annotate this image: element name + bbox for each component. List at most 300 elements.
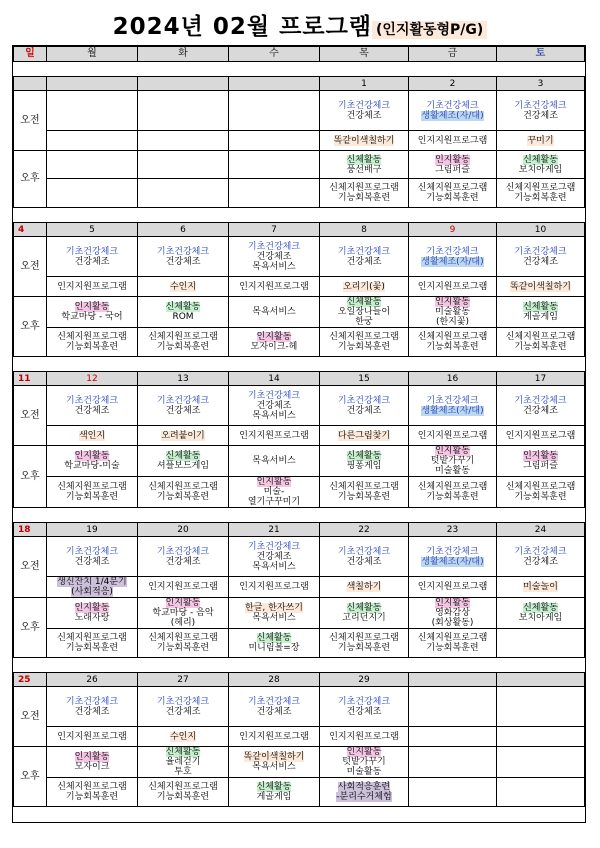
activity-highlight: 신체활동 <box>523 154 558 165</box>
activity-line: 노래자랑 <box>74 613 110 623</box>
date-number: 23 <box>409 523 497 537</box>
schedule-cell <box>138 537 229 577</box>
activity-highlight: 생활체조(자/대) <box>421 556 484 567</box>
spacer-cell <box>14 62 585 77</box>
schedule-cell <box>138 727 229 747</box>
date-row <box>14 77 585 91</box>
activity-line: 모자이크 <box>74 762 110 772</box>
schedule-cell <box>409 426 497 446</box>
schedule-cell <box>47 446 138 477</box>
schedule-cell <box>497 687 585 727</box>
activity-line: 기능회복훈련 <box>337 342 391 352</box>
activity-highlight: 신체활동 <box>165 451 201 461</box>
date-number: 2 <box>409 77 497 91</box>
activity-line: 인지지원프로그램 <box>239 582 309 592</box>
schedule-cell <box>138 426 229 446</box>
schedule-cell <box>409 237 497 277</box>
schedule-cell <box>497 131 585 151</box>
activity-line: 미술- <box>263 487 285 497</box>
schedule-cell <box>47 778 138 807</box>
activity-line <box>138 697 228 707</box>
activity-highlight: 생신잔치 1/4분기 <box>57 577 127 587</box>
schedule-cell <box>320 477 409 508</box>
activity-highlight: 신체활동 <box>165 747 201 757</box>
schedule-cell <box>409 577 497 598</box>
activity-line: 게골게임 <box>256 792 292 802</box>
activity-line <box>229 242 319 252</box>
activity-line <box>47 302 137 312</box>
activity-line <box>497 547 584 557</box>
schedule-cell <box>497 91 585 131</box>
activity-line <box>409 247 496 257</box>
schedule-cell <box>320 537 409 577</box>
schedule-cell <box>47 537 138 577</box>
date-number: 6 <box>138 223 229 237</box>
activity-line <box>320 782 408 792</box>
schedule-cell <box>409 537 497 577</box>
date-number: 17 <box>497 372 585 386</box>
activity-line: 신체지원프로그램 <box>329 482 399 492</box>
schedule-cell <box>497 297 585 328</box>
activity-line <box>320 247 408 257</box>
date-number <box>409 673 497 687</box>
schedule-cell <box>497 727 585 747</box>
activity-line <box>320 603 408 613</box>
activity-line <box>409 297 496 307</box>
date-number: 20 <box>138 523 229 537</box>
activity-line: 기능회복훈련 <box>65 342 119 352</box>
activity-line: 건강체조 <box>165 556 201 567</box>
activity-line: 인지지원프로그램 <box>239 281 309 292</box>
activity-highlight: 미술놀이 <box>523 582 558 592</box>
schedule-cell <box>229 629 320 658</box>
date-number: 24 <box>497 523 585 537</box>
activity-line <box>229 542 319 552</box>
activity-line: 기능회복훈련 <box>426 342 479 352</box>
schedule-cell <box>497 778 585 807</box>
schedule-cell <box>320 629 409 658</box>
activity-line <box>320 136 408 146</box>
activity-line: 신체지원프로그램 <box>417 332 488 342</box>
schedule-cell <box>47 179 138 208</box>
activity-line <box>320 451 408 461</box>
activity-line: 신체지원프로그램 <box>505 332 576 342</box>
schedule-cell <box>409 778 497 807</box>
schedule-cell <box>47 328 138 357</box>
date-number: 27 <box>138 673 229 687</box>
activity-line: 신체지원프로그램 <box>57 332 127 342</box>
date-number: 13 <box>138 372 229 386</box>
schedule-cell <box>409 277 497 297</box>
period-label-am: 오전 <box>14 386 47 446</box>
schedule-row-am1 <box>14 687 585 727</box>
activity-line: 기능회복훈련 <box>514 492 567 502</box>
schedule-cell <box>138 629 229 658</box>
activity-highlight: 기초건강체크 <box>65 546 119 557</box>
activity-line <box>409 396 496 406</box>
schedule-row-am1 <box>14 386 585 426</box>
spacer-cell <box>14 508 585 523</box>
activity-line: 목욕서비스 <box>252 261 296 272</box>
spacer-cell <box>14 658 585 673</box>
activity-line <box>409 111 496 121</box>
activity-highlight: 똑같이색칠하기 <box>333 135 395 146</box>
spacer-cell <box>14 357 585 372</box>
schedule-cell <box>47 91 138 131</box>
activity-highlight: 인지활동 <box>74 302 110 312</box>
schedule-cell <box>47 577 138 598</box>
activity-highlight: 기초건강체크 <box>156 246 210 257</box>
activity-line <box>497 603 584 613</box>
date-number: 18 <box>14 523 47 537</box>
date-number: 16 <box>409 372 497 386</box>
activity-line: 건강체조 <box>74 256 110 267</box>
activity-highlight: 기초건강체크 <box>156 696 210 707</box>
activity-highlight: -분리수거체험 <box>336 792 392 802</box>
activity-line: 신체지원프로그램 <box>148 482 218 492</box>
activity-line: 기능회복훈련 <box>426 643 479 653</box>
schedule-cell <box>320 151 409 179</box>
activity-line: 기능회복훈련 <box>426 193 479 203</box>
schedule-cell <box>409 386 497 426</box>
schedule-cell <box>409 747 497 778</box>
activity-line: ROM <box>172 312 194 322</box>
activity-highlight: 생활체조(자/대) <box>421 256 484 267</box>
activity-line: 신체지원프로그램 <box>329 332 399 342</box>
schedule-cell <box>229 577 320 598</box>
activity-highlight: 똑같이색칠하기 <box>510 281 571 292</box>
activity-line <box>409 155 496 165</box>
schedule-cell <box>47 687 138 727</box>
schedule-row-am2 <box>14 131 585 151</box>
activity-line: 인지지원프로그램 <box>505 430 576 441</box>
activity-highlight: 기초건강체크 <box>426 100 479 111</box>
activity-highlight: 기초건강체크 <box>247 541 301 552</box>
schedule-cell <box>497 446 585 477</box>
activity-line: 건강체조 <box>523 110 558 121</box>
activity-highlight: 신체활동 <box>256 633 292 643</box>
schedule-row-am2 <box>14 426 585 446</box>
activity-line <box>409 598 496 608</box>
activity-line: 학교마당 - 국어 <box>61 312 123 322</box>
activity-line <box>138 547 228 557</box>
activity-line: 건강체조 <box>74 556 110 567</box>
activity-line: 보치아게임 <box>518 613 563 623</box>
activity-line <box>229 603 319 613</box>
activity-line: 목욕서비스 <box>252 762 296 772</box>
activity-line: 건강체조 <box>74 405 110 416</box>
date-number <box>138 77 229 91</box>
activity-highlight: 기초건강체크 <box>65 395 119 406</box>
weekday-header: 월 <box>47 47 138 62</box>
activity-line: 기능회복훈련 <box>514 193 567 203</box>
schedule-cell <box>320 446 409 477</box>
activity-line: 열기구꾸미기 <box>247 497 301 507</box>
activity-line: 미술활동 <box>435 466 470 476</box>
schedule-row-am2 <box>14 577 585 598</box>
week-spacer <box>14 208 585 223</box>
activity-highlight: 신체활동 <box>165 302 201 312</box>
activity-highlight: 인지활동 <box>165 598 201 608</box>
date-number: 8 <box>320 223 409 237</box>
activity-line <box>138 302 228 312</box>
schedule-cell <box>320 747 409 778</box>
schedule-row-am1 <box>14 91 585 131</box>
schedule-cell <box>138 778 229 807</box>
activity-line: 건강체조 <box>346 256 382 267</box>
activity-line <box>497 247 584 257</box>
activity-line: 신체지원프로그램 <box>329 183 399 193</box>
activity-highlight: 똑같이색칠하기 <box>243 752 305 762</box>
date-number: 11 <box>14 372 47 386</box>
activity-line <box>47 697 137 707</box>
activity-line: 인지지원프로그램 <box>417 430 488 441</box>
schedule-row-am2 <box>14 727 585 747</box>
schedule-cell <box>138 131 229 151</box>
activity-line: 목욕서비스 <box>252 410 296 421</box>
activity-highlight: 인지활동 <box>74 752 110 762</box>
activity-line: 오일장나들이 <box>337 307 391 317</box>
schedule-cell <box>320 727 409 747</box>
activity-line <box>138 396 228 406</box>
activity-line <box>47 587 137 597</box>
schedule-cell <box>497 328 585 357</box>
schedule-cell <box>47 727 138 747</box>
period-label-am: 오전 <box>14 91 47 151</box>
period-label-am: 오전 <box>14 687 47 747</box>
activity-line: 신체지원프로그램 <box>417 183 488 193</box>
schedule-cell <box>320 179 409 208</box>
activity-line <box>229 752 319 762</box>
activity-line <box>320 431 408 441</box>
activity-line <box>320 792 408 802</box>
activity-highlight: 기초건강체크 <box>426 246 479 257</box>
period-label-pm: 오후 <box>14 151 47 208</box>
activity-line: 기능회복훈련 <box>156 792 210 802</box>
activity-line <box>47 431 137 441</box>
activity-highlight: 기초건강체크 <box>65 696 119 707</box>
activity-line <box>497 155 584 165</box>
activity-highlight: 기초건강체크 <box>156 395 210 406</box>
schedule-cell <box>229 687 320 727</box>
schedule-row-pm2 <box>14 328 585 357</box>
activity-line: 신체지원프로그램 <box>148 332 218 342</box>
schedule-cell <box>497 598 585 629</box>
schedule-row-pm1 <box>14 446 585 477</box>
title-main: 2024년 02월 프로그램 <box>112 14 373 40</box>
activity-line <box>320 282 408 292</box>
activity-line: 건강체조 <box>346 706 382 717</box>
weekday-header: 목 <box>320 47 409 62</box>
date-number: 3 <box>497 77 585 91</box>
schedule-row-am1 <box>14 537 585 577</box>
activity-line <box>409 547 496 557</box>
schedule-cell <box>229 778 320 807</box>
date-number: 28 <box>229 673 320 687</box>
activity-line <box>320 747 408 757</box>
activity-line: 신체지원프로그램 <box>148 633 218 643</box>
activity-line <box>497 451 584 461</box>
activity-line: 핑퐁게임 <box>346 461 382 471</box>
activity-highlight: 인지활동 <box>346 747 382 757</box>
schedule-cell <box>320 297 409 328</box>
schedule-cell <box>409 598 497 629</box>
schedule-cell <box>229 727 320 747</box>
activity-line <box>320 547 408 557</box>
schedule-row-pm2 <box>14 477 585 508</box>
schedule-cell <box>497 179 585 208</box>
activity-highlight: 신체활동 <box>523 603 558 613</box>
activity-line <box>138 732 228 742</box>
activity-highlight: 인지활동 <box>435 598 470 608</box>
date-number <box>229 77 320 91</box>
activity-highlight: 색칠하기 <box>346 582 382 592</box>
activity-highlight: 신체활동 <box>346 451 382 461</box>
schedule-cell <box>229 237 320 277</box>
activity-line: 건강체조 <box>523 256 558 267</box>
schedule-cell <box>229 151 320 179</box>
schedule-cell <box>229 537 320 577</box>
activity-line: 신체지원프로그램 <box>148 782 218 792</box>
activity-line <box>229 782 319 792</box>
schedule-cell <box>409 446 497 477</box>
activity-highlight: 기초건강체크 <box>247 696 301 707</box>
activity-line <box>497 396 584 406</box>
schedule-cell <box>320 687 409 727</box>
schedule-cell <box>229 328 320 357</box>
activity-line <box>138 747 228 757</box>
activity-line: 건강체조 <box>346 110 382 121</box>
activity-highlight: 기초건강체크 <box>337 100 391 111</box>
date-number <box>497 673 585 687</box>
activity-highlight: 기초건강체크 <box>337 696 391 707</box>
schedule-cell <box>497 426 585 446</box>
activity-line <box>409 406 496 416</box>
activity-line <box>138 598 228 608</box>
activity-line: 건강체조 <box>523 556 558 567</box>
schedule-cell <box>229 386 320 426</box>
activity-line: 신체지원프로그램 <box>57 482 127 492</box>
period-label-pm: 오후 <box>14 747 47 807</box>
schedule-cell <box>229 446 320 477</box>
activity-line <box>229 633 319 643</box>
activity-line: 목욕서비스 <box>252 561 296 572</box>
date-number: 15 <box>320 372 409 386</box>
activity-line: 신체지원프로그램 <box>57 633 127 643</box>
schedule-cell <box>138 328 229 357</box>
activity-line <box>47 451 137 461</box>
activity-line <box>229 477 319 487</box>
activity-highlight: 신체활동 <box>346 154 382 165</box>
activity-line: 게골게임 <box>523 312 558 322</box>
schedule-cell <box>497 629 585 658</box>
schedule-cell <box>138 237 229 277</box>
week-spacer <box>14 658 585 673</box>
activity-highlight: 수인지 <box>169 731 197 742</box>
activity-line <box>229 332 319 342</box>
date-number: 22 <box>320 523 409 537</box>
schedule-cell <box>138 598 229 629</box>
schedule-cell <box>229 179 320 208</box>
activity-line <box>497 282 584 292</box>
schedule-cell <box>138 446 229 477</box>
activity-line: 학교마당-미술 <box>64 461 120 471</box>
schedule-cell <box>320 598 409 629</box>
activity-line <box>229 391 319 401</box>
activity-line <box>320 697 408 707</box>
activity-highlight: 인지활동 <box>435 154 470 165</box>
date-number: 7 <box>229 223 320 237</box>
schedule-cell <box>138 386 229 426</box>
schedule-cell <box>320 577 409 598</box>
activity-highlight: 기초건강체크 <box>514 100 567 111</box>
activity-line <box>138 282 228 292</box>
activity-line: 풍선배구 <box>346 164 382 175</box>
activity-line: 건강체조 <box>165 405 201 416</box>
activity-line: 그림퍼즐 <box>435 164 470 175</box>
date-number: 26 <box>47 673 138 687</box>
period-label-pm: 오후 <box>14 446 47 508</box>
date-number: 5 <box>47 223 138 237</box>
activity-line: 신체지원프로그램 <box>57 782 127 792</box>
schedule-cell <box>320 131 409 151</box>
date-number: 10 <box>497 223 585 237</box>
schedule-cell <box>138 179 229 208</box>
activity-line: 건강체조 <box>346 405 382 416</box>
schedule-row-pm2 <box>14 179 585 208</box>
schedule-calendar <box>12 45 586 823</box>
activity-line: 한궁 <box>355 317 373 327</box>
activity-line: 건강체조 <box>74 706 110 717</box>
activity-highlight: 다른그림찾기 <box>337 430 391 441</box>
schedule-row-pm1 <box>14 151 585 179</box>
schedule-cell <box>409 151 497 179</box>
schedule-cell <box>320 328 409 357</box>
activity-line: 기능회복훈련 <box>156 492 210 502</box>
activity-line: 인지지원프로그램 <box>239 731 309 742</box>
activity-highlight: 오려붙이기 <box>161 430 205 441</box>
activity-line: 텃밭가꾸기 <box>430 456 475 466</box>
weekday-header: 수 <box>229 47 320 62</box>
date-number: 9 <box>409 223 497 237</box>
activity-highlight: 신체활동 <box>346 603 382 613</box>
schedule-cell <box>497 151 585 179</box>
activity-line: 기능회복훈련 <box>65 792 119 802</box>
activity-highlight: 사회적응훈련 <box>337 782 391 792</box>
activity-line: (한지꽃) <box>435 317 470 327</box>
activity-line: 건강체조 <box>256 551 292 562</box>
activity-highlight: 기초건강체크 <box>247 241 301 252</box>
schedule-cell <box>409 131 497 151</box>
schedule-row-pm2 <box>14 778 585 807</box>
activity-line: 기능회복훈련 <box>65 643 119 653</box>
schedule-cell <box>409 91 497 131</box>
schedule-cell <box>497 477 585 508</box>
period-label-am: 오전 <box>14 237 47 297</box>
schedule-row-pm1 <box>14 598 585 629</box>
activity-highlight: 기초건강체크 <box>337 395 391 406</box>
activity-highlight: 기초건강체크 <box>514 395 567 406</box>
schedule-cell <box>47 151 138 179</box>
schedule-row-am1 <box>14 237 585 277</box>
schedule-cell <box>229 297 320 328</box>
schedule-row-am2 <box>14 277 585 297</box>
activity-line: 건강체조 <box>523 405 558 416</box>
activity-line: 학교마당 - 음악 <box>152 608 214 618</box>
activity-highlight: 기초건강체크 <box>514 246 567 257</box>
activity-line: 신체지원프로그램 <box>505 482 576 492</box>
schedule-cell <box>320 778 409 807</box>
